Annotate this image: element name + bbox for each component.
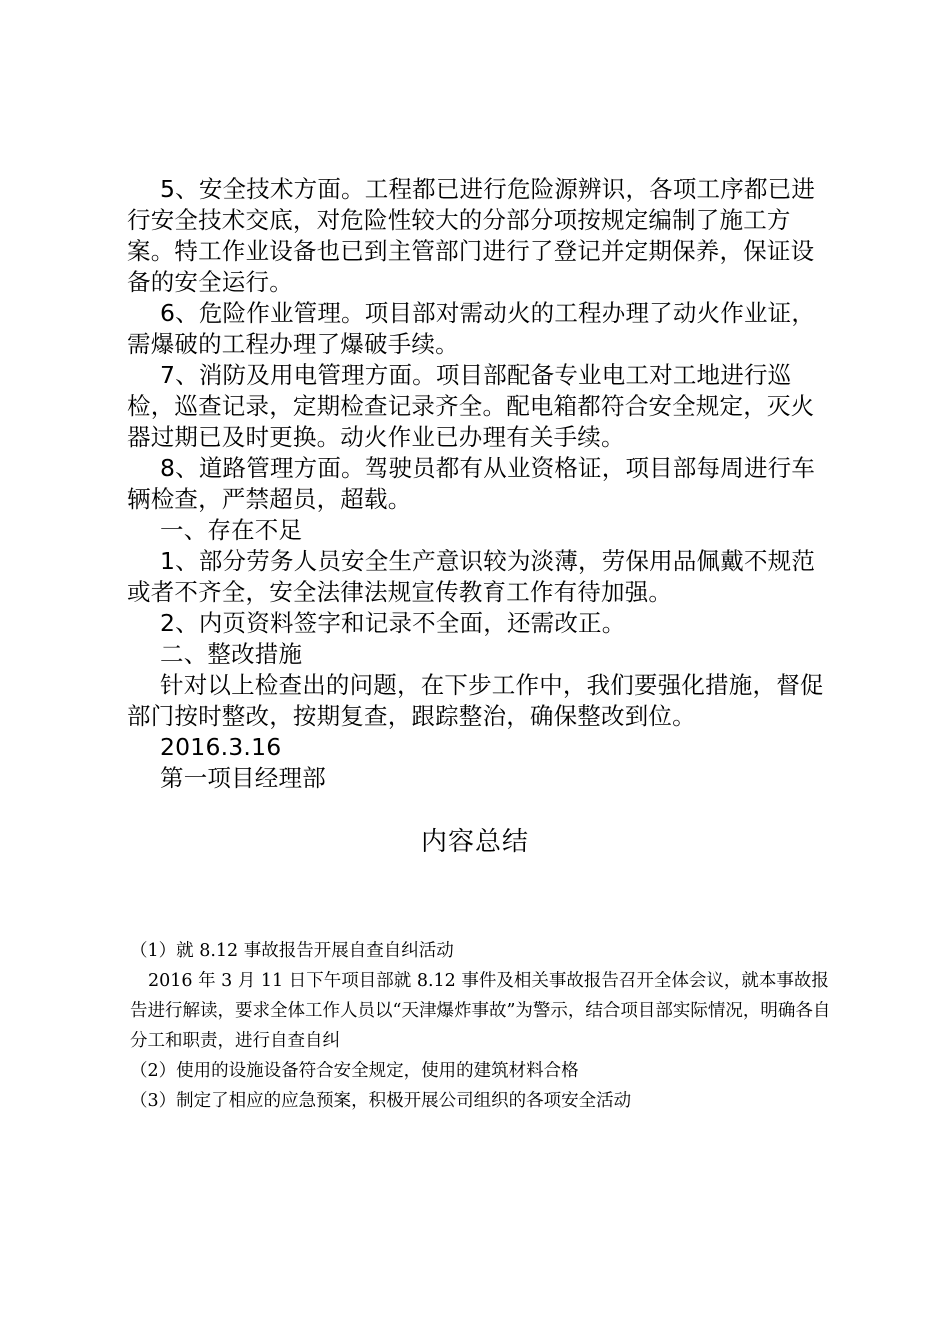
report-signature: 第一项目经理部 [160, 764, 326, 792]
paragraph-shortcoming-1: 1、部分劳务人员安全生产意识较为淡薄，劳保用品佩戴不规范或者不齐全，安全法律法规宣传教育工作有待加强。 [127, 547, 816, 606]
paragraph-shortcoming-2: 2、内页资料签字和记录不全面，还需改正。 [160, 609, 626, 637]
heading-shortcomings: 一、存在不足 [160, 516, 303, 544]
summary-item-1: （1）就 8.12 事故报告开展自查自纠活动 [130, 941, 454, 961]
heading-rectification: 二、整改措施 [160, 640, 303, 668]
summary-title: 内容总结 [420, 827, 529, 857]
summary-item-1-detail: 2016 年 3 月 11 日下午项目部就 8.12 事件及相关事故报告召开全体会议，就本事故报告进行解读，要求全体工作人员以“天津爆炸事故”为警示，结合项目部实际情况，明确各自分工和职责，进行自查自纠 [130, 971, 831, 1051]
paragraph-rectification: 针对以上检查出的问题，在下步工作中，我们要强化措施，督促部门按时整改，按期复查，跟踪整治，确保整改到位。 [127, 671, 824, 730]
paragraph-hazardous-work: 6、危险作业管理。项目部对需动火的工程办理了动火作业证，需爆破的工程办理了爆破手续。 [127, 299, 816, 358]
summary-item-3: （3）制定了相应的应急预案，积极开展公司组织的各项安全活动 [130, 1091, 632, 1111]
report-date: 2016.3.16 [160, 733, 282, 761]
paragraph-road-management: 8、道路管理方面。驾驶员都有从业资格证，项目部每周进行车辆检查，严禁超员，超载。 [127, 454, 816, 513]
summary-section [130, 936, 835, 1116]
paragraph-fire-electricity: 7、消防及用电管理方面。项目部配备专业电工对工地进行巡检，巡查记录，定期检查记录齐全。配电箱都符合安全规定，灭火器过期已及时更换。动火作业已办理有关手续。 [127, 361, 815, 451]
summary-item-2: （2）使用的设施设备符合安全规定，使用的建筑材料合格 [130, 1061, 579, 1081]
report-body [127, 174, 833, 794]
paragraph-safety-technology: 5、安全技术方面。工程都已进行危险源辨识，各项工序都已进行安全技术交底，对危险性较大的分部分项按规定编制了施工方案。特工作业设备也已到主管部门进行了登记并定期保养，保证设备的安全运行。 [127, 175, 816, 296]
